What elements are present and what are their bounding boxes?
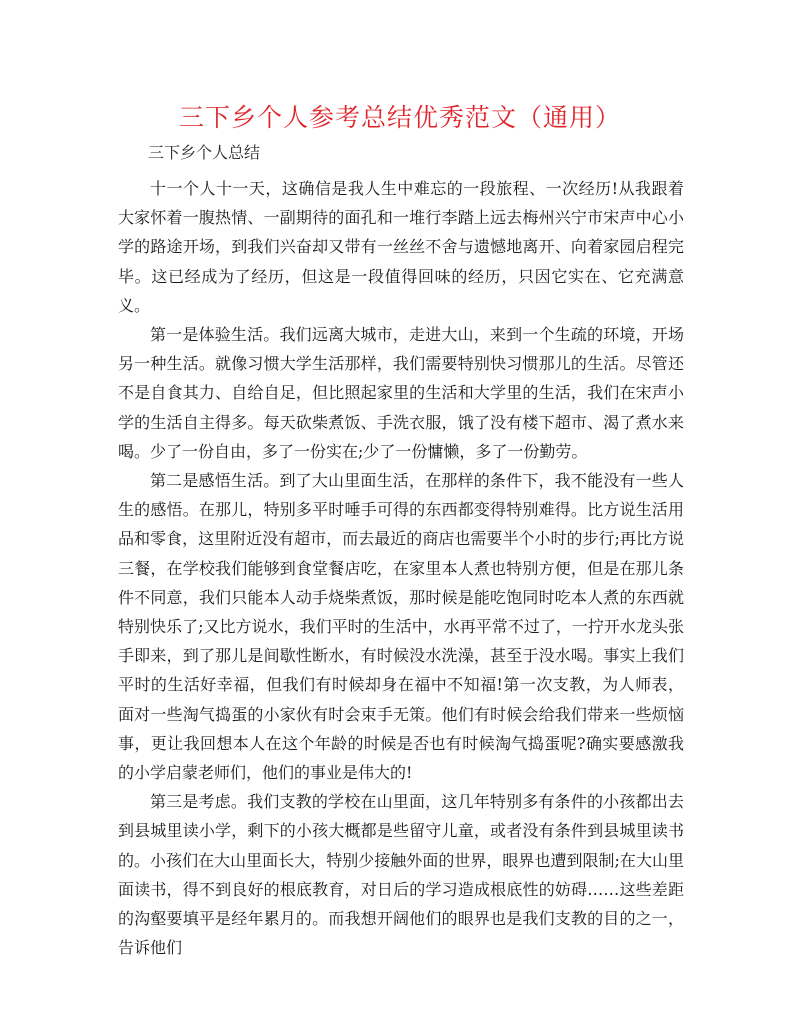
paragraph-2: 第一是体验生活。我们远离大城市，走进大山，来到一个生疏的环境，开场另一种生活。就像习惯大学生活那样，我们需要特别快习惯那儿的生活。尽管还不是自食其力、自给自足，但比照起家里的生活和大学里的生活，我们在宋声小学的生活自主得多。每天砍柴煮饭、手洗衣服，饿了没有楼下超市、渴了煮水来喝。少了一份自由，多了一份实在;少了一份慵懒，多了一份勤劳。 [118,325,684,461]
document-subtitle: 三下乡个人总结 [148,143,261,162]
paragraph-3: 第二是感悟生活。到了大山里面生活，在那样的条件下，我不能没有一些人生的感悟。在那儿，特别多平时唾手可得的东西都变得特别难得。比方说生活用品和零食，这里附近没有超市，而去最近的商店也需要半个小时的步行;再比方说三餐，在学校我们能够到食堂餐店吃，在家里本人煮也特别方便，但是在那儿条件不同意，我们只能本人动手烧柴煮饭，那时候是能吃饱同时吃本人煮的东西就特别快乐了;又比方说水，我们平时的生活中，水再平常不过了，一拧开水龙头张手即来，到了那儿是间歇性断水，有时候没水洗澡，甚至于没水喝。事实上我们平时的生活好幸福，但我们有时候却身在福中不知福!第一次支教，为人师表，面对一些淘气捣蛋的小家伙有时会束手无策。他们有时候会给我们带来一些烦恼事，更让我回想本人在这个年龄的时候是否也有时候淘气捣蛋呢?确实要感激我的小学启蒙老师们，他们的事业是伟大的! [118,471,684,783]
document-title: 三下乡个人参考总结优秀范文（通用） [178,103,621,132]
paragraph-1: 十一个人十一天，这确信是我人生中难忘的一段旅程、一次经历!从我跟着大家怀着一腹热情、一副期待的面孔和一堆行李踏上远去梅州兴宁市宋声中心小学的路途开场，到我们兴奋却又带有一丝丝不舍与遗憾地离开、向着家园启程完毕。这已经成为了经历，但这是一段值得回味的经历，只因它实在、它充满意义。 [118,179,684,315]
paragraph-4: 第三是考虑。我们支教的学校在山里面，这几年特别多有条件的小孩都出去到县城里读小学，剩下的小孩大概都是些留守儿童，或者没有条件到县城里读书的。小孩们在大山里面长大，特别少接触外面的世界，眼界也遭到限制;在大山里面读书，得不到良好的根底教育，对日后的学习造成根底性的妨碍……这些差距的沟壑要填平是经年累月的。而我想开阔他们的眼界也是我们支教的目的之一，告诉他们 [118,792,684,958]
document-body [118,174,684,962]
